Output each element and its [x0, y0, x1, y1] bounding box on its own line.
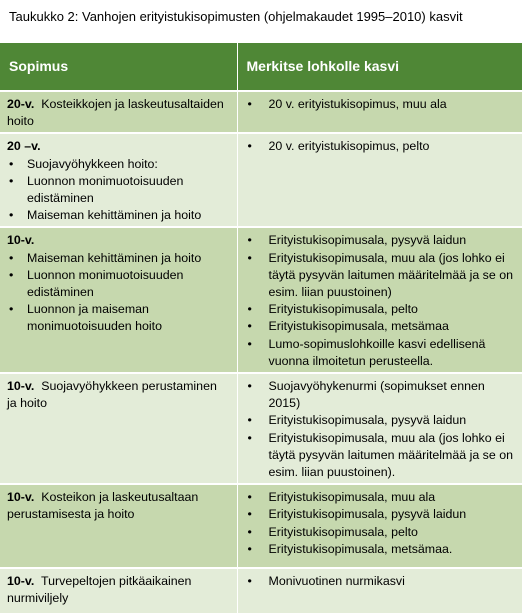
crop-item: • Erityistukisopimusala, pysyvä laidun [245, 232, 515, 249]
crop-cell [237, 133, 522, 227]
contract-bullet: • Maiseman kehittäminen ja hoito [7, 207, 229, 224]
contract-cell [0, 133, 237, 227]
crop-cell [237, 373, 522, 484]
table-row [0, 227, 522, 373]
contract-code: 10-v. [7, 574, 35, 589]
crop-item: • Erityistukisopimusala, muu ala (jos lohko ei täytä pysyvän laitumen määritelmää ja se on esim. liian puustoinen) [245, 250, 515, 302]
contract-bullet: • Luonnon monimuotoisuuden edistäminen [7, 267, 229, 301]
contract-cell [0, 484, 237, 568]
table-caption: Taukukko 2: Vanhojen erityistukisopimusten (ohjelmakaudet 1995–2010) kasvit [9, 9, 463, 24]
crop-item: • Suojavyöhykenurmi (sopimukset ennen 2015) [245, 378, 515, 412]
crop-item: • Erityistukisopimusala, metsämaa. [245, 541, 515, 558]
contract-bullet: • Maiseman kehittäminen ja hoito [7, 250, 229, 267]
table-row [0, 373, 522, 484]
crop-item: • Erityistukisopimusala, pysyvä laidun [245, 412, 515, 429]
table-header-row [0, 43, 522, 91]
crop-cell [237, 568, 522, 614]
contract-desc: Suojavyöhykkeen perustaminen ja hoito [7, 379, 217, 411]
contract-code: 20 –v. [7, 139, 41, 154]
contract-bullet: • Suojavyöhykkeen hoito: [7, 156, 229, 173]
crop-cell [237, 484, 522, 568]
contract-code: 10-v. [7, 379, 35, 394]
contract-cell [0, 568, 237, 614]
contract-desc: Kosteikon ja laskeutusaltaan perustamisesta ja hoito [7, 490, 199, 522]
crop-cell [237, 91, 522, 133]
table-row [0, 133, 522, 227]
crop-item: • Erityistukisopimusala, pelto [245, 301, 515, 318]
contract-desc: Kosteikkojen ja laskeutusaltaiden hoito [7, 97, 224, 129]
crop-item: • Monivuotinen nurmikasvi [245, 573, 515, 590]
contract-cell [0, 91, 237, 133]
table-row [0, 568, 522, 614]
contract-desc: Turvepeltojen pitkäaikainen nurmiviljely [7, 574, 192, 606]
header-kasvi: Merkitse lohkolle kasvi [237, 43, 522, 91]
crop-item: • Erityistukisopimusala, pelto [245, 524, 515, 541]
contract-bullet: • Luonnon ja maiseman monimuotoisuuden hoito [7, 301, 229, 335]
crop-item: • 20 v. erityistukisopimus, pelto [245, 138, 515, 155]
table-row [0, 91, 522, 133]
crop-item: • Lumo-sopimuslohkoille kasvi edellisenä vuonna ilmoitetun perusteella. [245, 336, 515, 370]
crop-item: • 20 v. erityistukisopimus, muu ala [245, 96, 515, 113]
header-sopimus: Sopimus [0, 43, 237, 91]
crop-item: • Erityistukisopimusala, metsämaa [245, 318, 515, 335]
crop-item: • Erityistukisopimusala, muu ala (jos lohko ei täytä pysyvän laitumen määritelmää ja se on esim. liian puustoinen). [245, 430, 515, 482]
crop-item: • Erityistukisopimusala, pysyvä laidun [245, 506, 515, 523]
crop-item: • Erityistukisopimusala, muu ala [245, 489, 515, 506]
contract-code: 20-v. [7, 97, 35, 111]
crop-cell [237, 227, 522, 373]
contract-cell [0, 227, 237, 373]
contract-code: 10-v. [7, 233, 35, 248]
contract-bullet: • Luonnon monimuotoisuuden edistäminen [7, 173, 229, 207]
contract-cell [0, 373, 237, 484]
table-row [0, 484, 522, 568]
contract-code: 10-v. [7, 490, 35, 505]
contract-crop-table [0, 43, 522, 615]
